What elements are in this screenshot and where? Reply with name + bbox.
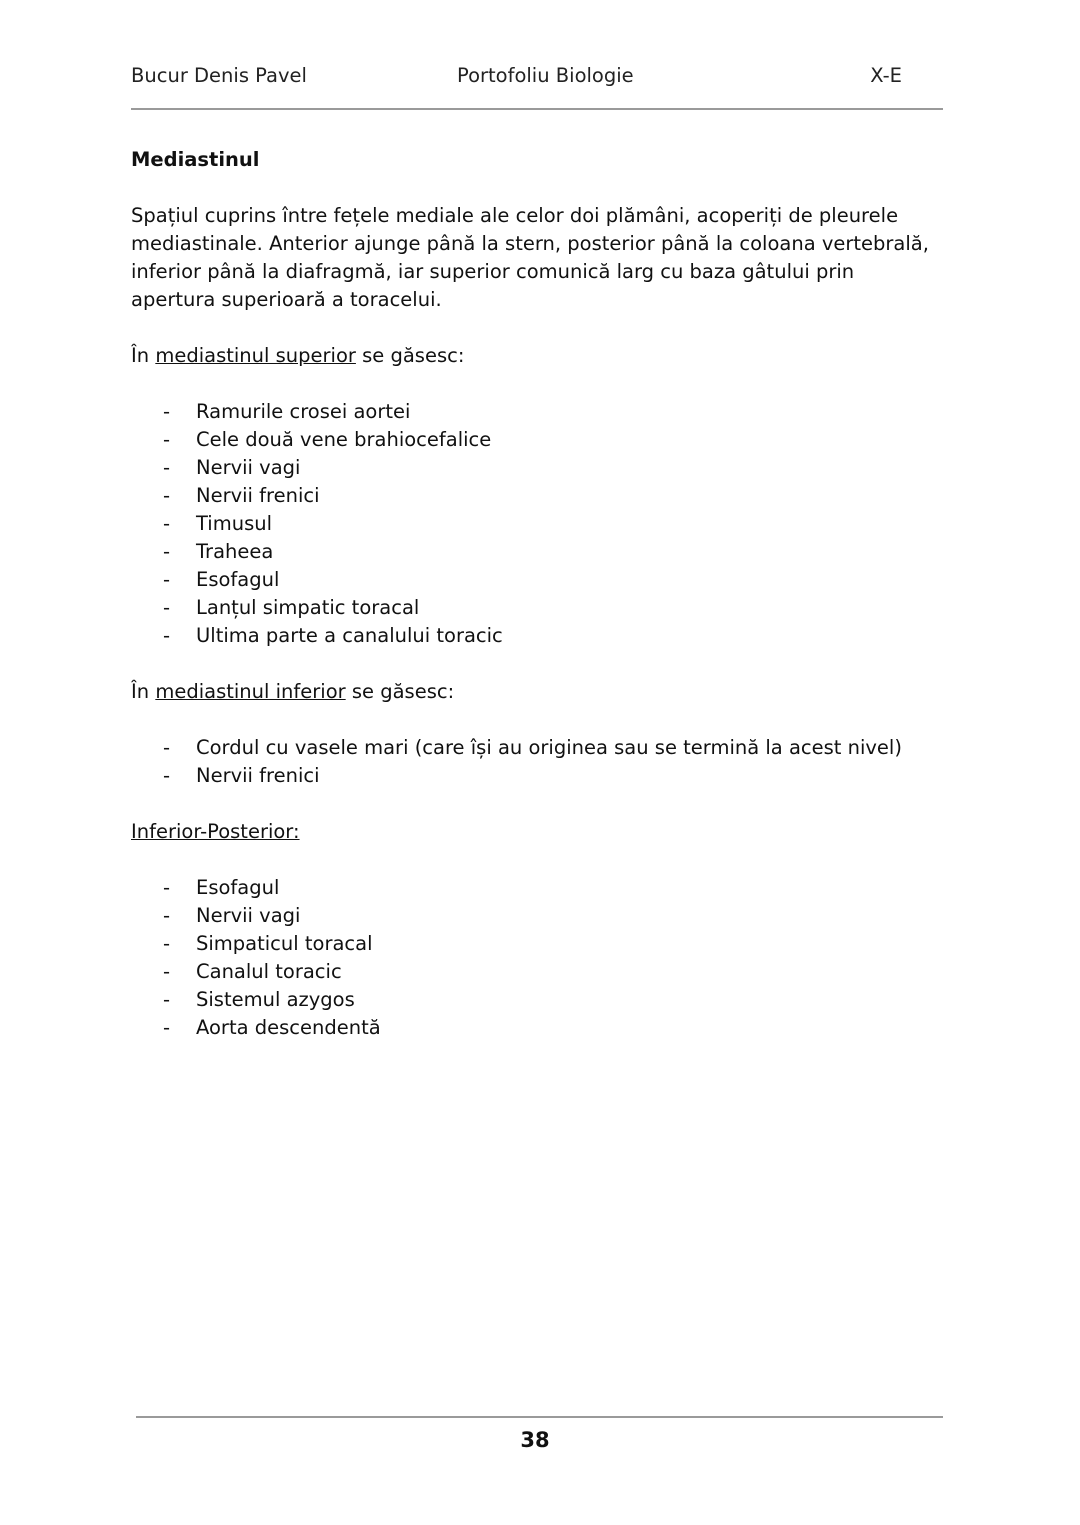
page-content [131, 146, 943, 1070]
page-number: 38 [520, 1428, 550, 1452]
dash-marker: - [163, 1016, 171, 1039]
superior-heading [131, 342, 943, 370]
header-author: Bucur Denis Pavel [131, 64, 307, 87]
inferior-heading [131, 678, 943, 706]
page-header [131, 64, 902, 94]
header-class: X-E [870, 64, 902, 87]
dash-marker: - [163, 960, 171, 983]
inferior-list [131, 734, 943, 790]
list-item [131, 1014, 943, 1042]
list-item [131, 454, 943, 482]
inferior-posterior-list [131, 874, 943, 1042]
list-item [131, 734, 943, 762]
dash-marker: - [163, 988, 171, 1011]
list-item-text: Aorta descendentă [196, 1016, 381, 1039]
list-item [131, 426, 943, 454]
dash-marker: - [163, 512, 171, 535]
list-item-text: Nervii vagi [196, 904, 301, 927]
inferior-prefix: În [131, 680, 150, 703]
dash-marker: - [163, 428, 171, 451]
list-item-text: Lanțul simpatic toracal [196, 596, 420, 619]
list-item-text: Nervii frenici [196, 764, 320, 787]
list-item [131, 622, 943, 650]
list-item [131, 930, 943, 958]
dash-marker: - [163, 624, 171, 647]
list-item [131, 762, 943, 790]
list-item [131, 566, 943, 594]
list-item [131, 538, 943, 566]
list-item-text: Ultima parte a canalului toracic [196, 624, 503, 647]
header-title: Portofoliu Biologie [457, 64, 634, 87]
section-title: Mediastinul [131, 148, 260, 171]
inferior-suffix: se găsesc: [351, 680, 455, 703]
list-item-text: Esofagul [196, 568, 280, 591]
list-item [131, 958, 943, 986]
superior-prefix: În [131, 344, 150, 367]
dash-marker: - [163, 596, 171, 619]
superior-suffix: se găsesc: [362, 344, 465, 367]
dash-marker: - [163, 764, 171, 787]
list-item-text: Ramurile crosei aortei [196, 400, 411, 423]
list-item [131, 594, 943, 622]
superior-term: mediastinul superior [155, 344, 356, 367]
dash-marker: - [163, 540, 171, 563]
dash-marker: - [163, 456, 171, 479]
dash-marker: - [163, 904, 171, 927]
list-item-text: Sistemul azygos [196, 988, 355, 1011]
dash-marker: - [163, 736, 171, 759]
list-item-text: Esofagul [196, 876, 280, 899]
intro-paragraph: Spațiul cuprins între fețele mediale ale celor doi plămâni, acoperiți de pleurele mediastinale. Anterior ajunge până la stern, posterior până la coloana vertebrală, inferior până la diafragmă, iar superior comunică larg cu baza gâtului prin apertura superioară a toracelui. [131, 204, 929, 311]
footer-divider [136, 1416, 943, 1418]
list-item-text: Cele două vene brahiocefalice [196, 428, 492, 451]
list-item-text: Canalul toracic [196, 960, 342, 983]
dash-marker: - [163, 400, 171, 423]
list-item-text: Cordul cu vasele mari (care își au originea sau se termină la acest nivel) [196, 736, 902, 759]
list-item-text: Nervii frenici [196, 484, 320, 507]
dash-marker: - [163, 568, 171, 591]
inferior-term: mediastinul inferior [155, 680, 346, 703]
list-item [131, 874, 943, 902]
superior-list [131, 398, 943, 650]
dash-marker: - [163, 876, 171, 899]
inferior-posterior-heading: Inferior-Posterior: [131, 820, 300, 843]
list-item [131, 986, 943, 1014]
list-item [131, 482, 943, 510]
list-item [131, 398, 943, 426]
list-item-text: Nervii vagi [196, 456, 301, 479]
header-divider [131, 108, 943, 110]
list-item-text: Traheea [196, 540, 274, 563]
dash-marker: - [163, 484, 171, 507]
list-item-text: Timusul [196, 512, 273, 535]
list-item [131, 902, 943, 930]
list-item [131, 510, 943, 538]
dash-marker: - [163, 932, 171, 955]
list-item-text: Simpaticul toracal [196, 932, 373, 955]
